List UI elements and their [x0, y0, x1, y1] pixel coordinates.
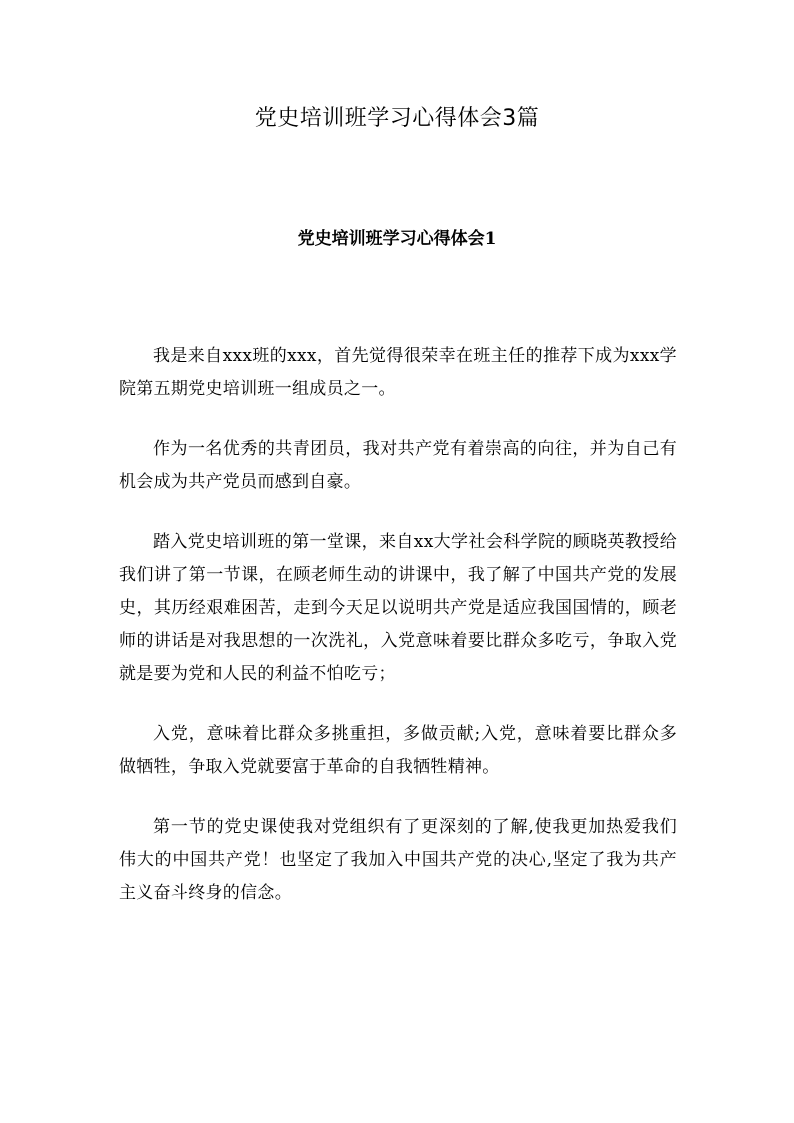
document-title: 党史培训班学习心得体会3篇: [254, 106, 540, 131]
paragraph: 入党，意味着比群众多挑重担，多做贡献;入党，意味着要比群众多做牺牲，争取入党就要富于革命的自我牺牲精神。: [119, 724, 677, 777]
paragraph: 作为一名优秀的共青团员，我对共产党有着崇高的向往，并为自己有机会成为共产党员而感到自豪。: [119, 439, 677, 492]
paragraph: 踏入党史培训班的第一堂课，来自xx大学社会科学院的顾晓英教授给我们讲了第一节课，在顾老师生动的讲课中，我了解了中国共产党的发展史，其历经艰难困苦，走到今天足以说明共产党是适应我国国情的，顾老师的讲话是对我思想的一次洗礼，入党意味着要比群众多吃亏，争取入党就是要为党和人民的利益不怕吃亏；: [119, 532, 677, 684]
paragraph: 第一节的党史课使我对党组织有了更深刻的了解,使我更加热爱我们伟大的中国共产党！也坚定了我加入中国共产党的决心,坚定了我为共产主义奋斗终身的信念。: [119, 817, 677, 903]
document-body: [119, 340, 677, 937]
paragraph: 我是来自xxx班的xxx，首先觉得很荣幸在班主任的推荐下成为xxx学院第五期党史培训班一组成员之一。: [119, 346, 677, 399]
section-title: 党史培训班学习心得体会1: [297, 229, 497, 249]
